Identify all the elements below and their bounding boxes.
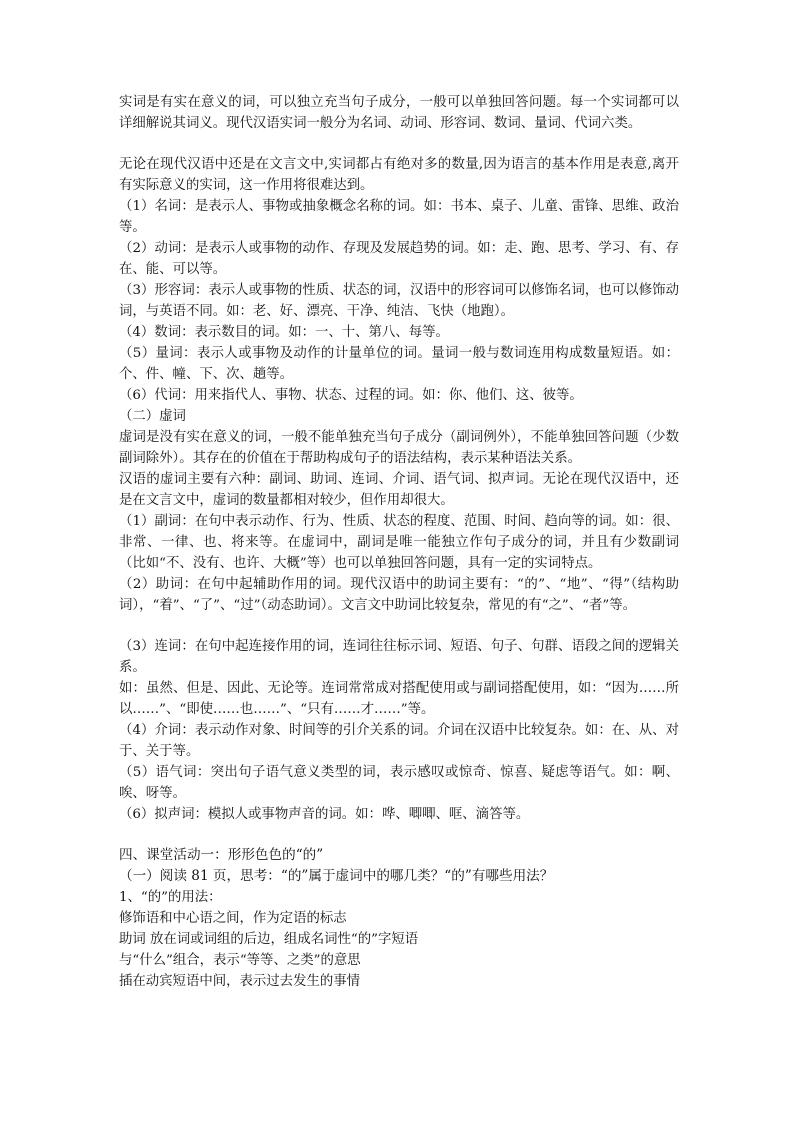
spacer <box>119 134 679 154</box>
item-xingrongci: （3）形容词：表示人或事物的性质、状态的词，汉语中的形容词可以修饰名词，也可以修饰动词，与英语不同。如：老、好、漂亮、干净、纯洁、飞快（地跑）。 <box>119 283 679 319</box>
usage-heading: 1、“的”的用法： <box>119 890 222 905</box>
section-heading-activity: 四、课堂活动一：形形色色的“的” <box>119 847 324 863</box>
document-page <box>119 92 679 992</box>
usage-item: 插在动宾短语中间，表示过去发生的事情 <box>119 974 361 989</box>
paragraph-shici-importance: 无论在现代汉语中还是在文言文中,实词都占有绝对多的数量,因为语言的基本作用是表意,离开有实际意义的实词，这一作用将很难达到。 <box>119 157 679 193</box>
item-dongci: （2）动词：是表示人或事物的动作、存现及发展趋势的词。如：走、跑、思考、学习、有、存在、能、可以等。 <box>119 241 679 277</box>
paragraph-xuci-types: 汉语的虚词主要有六种：副词、助词、连词、介词、语气词、拟声词。无论在现代汉语中，还是在文言文中，虚词的数量都相对较少，但作用却很大。 <box>119 472 679 508</box>
spacer <box>119 825 679 845</box>
activity-question: （一）阅读 81 页，思考：“的”属于虚词中的哪几类？“的”有哪些用法？ <box>119 868 554 884</box>
item-daici: （6）代词：用来指代人、事物、状态、过程的词。如：你、他们、这、彼等。 <box>119 388 583 403</box>
item-yuqici: （5）语气词：突出句子语气意义类型的词，表示感叹或惊奇、惊喜、疑虑等语气。如：啊、唉、呀等。 <box>119 765 679 801</box>
item-jieci: （4）介词：表示动作对象、时间等的引介关系的词。介词在汉语中比较复杂。如：在、从、对于、关于等。 <box>119 723 679 759</box>
spacer <box>119 616 679 636</box>
item-mingci: （1）名词：是表示人、事物或抽象概念名称的词。如：书本、桌子、儿童、雷锋、思维、政治等。 <box>119 199 679 235</box>
paragraph-xuci-definition: 虚词是没有实在意义的词，一般不能单独充当句子成分（副词例外），不能单独回答问题（少数副词除外）。其存在的价值在于帮助构成句子的语法结构，表示某种语法关系。 <box>119 430 679 466</box>
paragraph-shici-definition: 实词是有实在意义的词，可以独立充当句子成分，一般可以单独回答问题。每一个实词都可以详细解说其词义。现代汉语实词一般分为名词、动词、形容词、数词、量词、代词六类。 <box>119 95 679 131</box>
item-liangci: （5）量词：表示人或事物及动作的计量单位的词。量词一般与数词连用构成数量短语。如：个、件、幢、下、次、趟等。 <box>119 346 679 382</box>
usage-item: 修饰语和中心语之间，作为定语的标志 <box>119 911 347 926</box>
item-shuci: （4）数词：表示数目的词。如：一、十、第八、每等。 <box>119 325 449 340</box>
usage-item: 助词 放在词或词组的后边，组成名词性“的”字短语 <box>119 932 419 947</box>
item-lianci: （3）连词：在句中起连接作用的词，连词往往标示词、短语、句子、句群、语段之间的逻辑关系。 <box>119 639 679 675</box>
section-heading-xuci: （二）虚词 <box>119 409 186 424</box>
item-lianci-examples: 如：虽然、但是、因此、无论等。连词常常成对搭配使用或与副词搭配使用，如：“因为……所以……”、“即使……也……”、“只有……才……”等。 <box>119 681 679 717</box>
item-fuci: （1）副词：在句中表示动作、行为、性质、状态的程度、范围、时间、趋向等的词。如：很、非常、一律、也、将来等。在虚词中，副词是唯一能独立作句子成分的词，并且有少数副词（比如“不、没有、也许、大概”等）也可以单独回答问题，具有一定的实词特点。 <box>119 514 679 571</box>
usage-item: 与“什么”组合，表示“等等、之类”的意思 <box>119 953 361 968</box>
item-nishengci: （6）拟声词：模拟人或事物声音的词。如：哗、唧唧、哐、滴答等。 <box>119 807 530 822</box>
item-zhuci: （2）助词：在句中起辅助作用的词。现代汉语中的助词主要有：“的”、“地”、“得”（结构助词），“着”、“了”、“过”（动态助词）。文言文中助词比较复杂，常见的有“之”、“者”等。 <box>119 577 679 613</box>
